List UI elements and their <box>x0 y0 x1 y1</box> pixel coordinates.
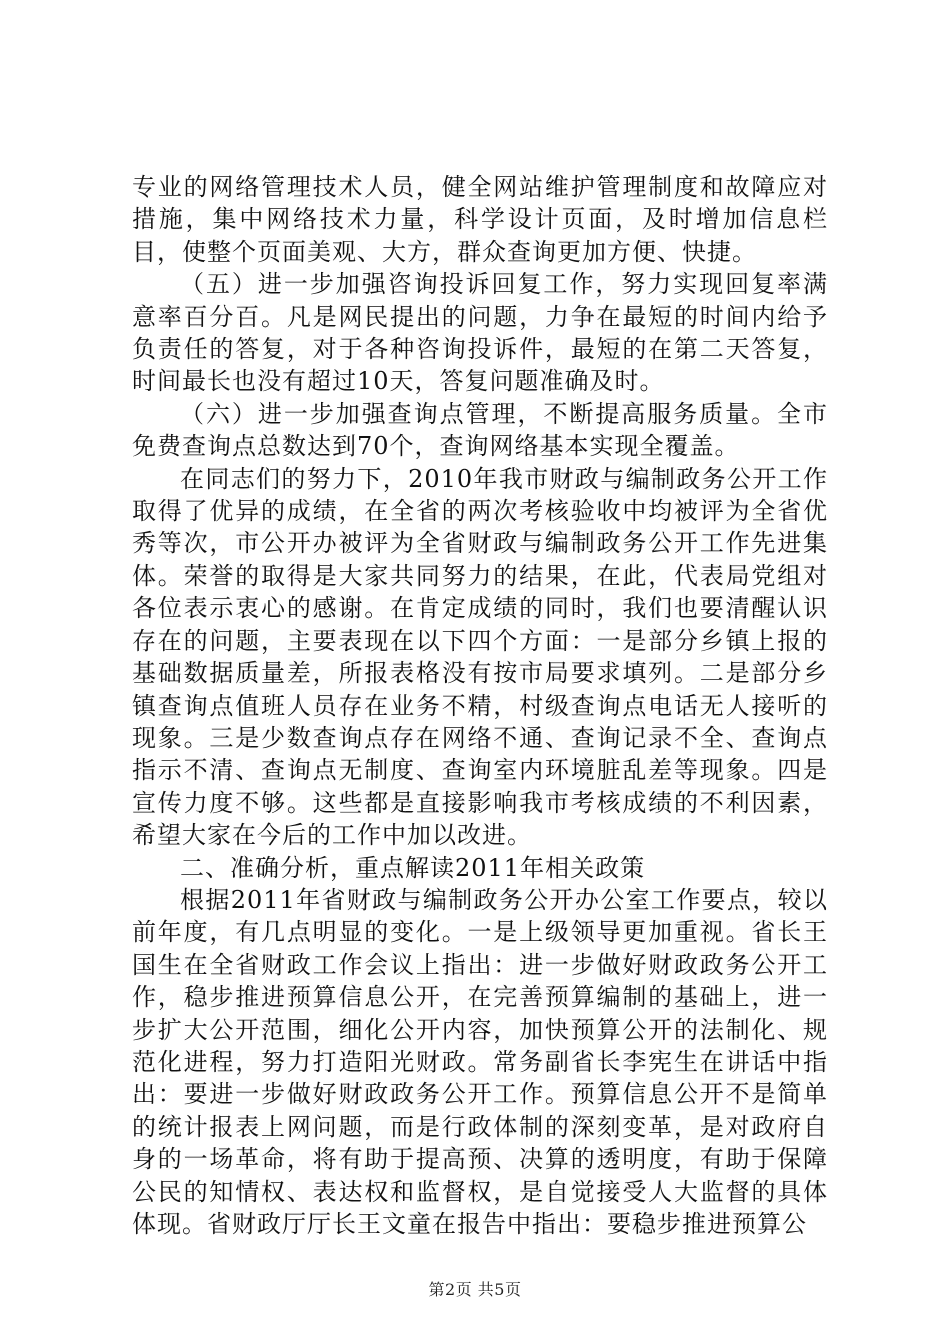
paragraph-policy-analysis: 根据2011年省财政与编制政务公开办公室工作要点，较以前年度，有几点明显的变化。一是上级领导更加重视。省长王国生在全省财政工作会议上指出：进一步做好财政政务公开工作，稳步推进预算信息公开，在完善预算编制的基础上，进一步扩大公开范围，细化公开内容，加快预算公开的法制化、规范化进程，努力打造阳光财政。常务副省长李宪生在讲话中指出：要进一步做好财政政务公开工作。预算信息公开不是简单的统计报表上网问题，而是行政体制的深刻变革，是对政府自身的一场革命，将有助于提高预、决算的透明度，有助于保障公民的知情权、表达权和监督权，是自觉接受人大监督的具体体现。省财政厅厅长王文童在报告中指出：要稳步推进预算公 <box>132 885 828 1238</box>
paragraph-continuation: 专业的网络管理技术人员，健全网站维护管理制度和故障应对措施，集中网络技术力量，科学设计页面，及时增加信息栏目，使整个页面美观、大方，群众查询更加方便、快捷。 <box>132 173 828 266</box>
paragraph-item-5: （五）进一步加强咨询投诉回复工作，努力实现回复率满意率百分百。凡是网民提出的问题，力争在最短的时间内给予负责任的答复，对于各种咨询投诉件，最短的在第二天答复，时间最长也没有超过10天，答复问题准确及时。 <box>132 270 828 396</box>
paragraph-achievements: 在同志们的努力下，2010年我市财政与编制政务公开工作取得了优异的成绩，在全省的两次考核验收中均被评为全省优秀等次，市公开办被评为全省财政与编制政务公开工作先进集体。荣誉的取得是大家共同努力的结果，在此，代表局党组对各位表示衷心的感谢。在肯定成绩的同时，我们也要清醒认识存在的问题，主要表现在以下四个方面：一是部分乡镇上报的基础数据质量差，所报表格没有按市局要求填列。二是部分乡镇查询点值班人员存在业务不精，村级查询点电话无人接听的现象。三是少数查询点存在网络不通、查询记录不全、查询点指示不清、查询点无制度、查询室内环境脏乱差等现象。四是宣传力度不够。这些都是直接影响我市考核成绩的不利因素，希望大家在今后的工作中加以改进。 <box>132 464 828 850</box>
document-body <box>132 171 828 1240</box>
page-footer: 第2页 共5页 <box>428 1280 522 1299</box>
section-heading: 二、准确分析，重点解读2011年相关政策 <box>180 853 646 882</box>
paragraph-item-6: （六）进一步加强查询点管理，不断提高服务质量。全市免费查询点总数达到70个，查询网络基本实现全覆盖。 <box>132 399 828 461</box>
